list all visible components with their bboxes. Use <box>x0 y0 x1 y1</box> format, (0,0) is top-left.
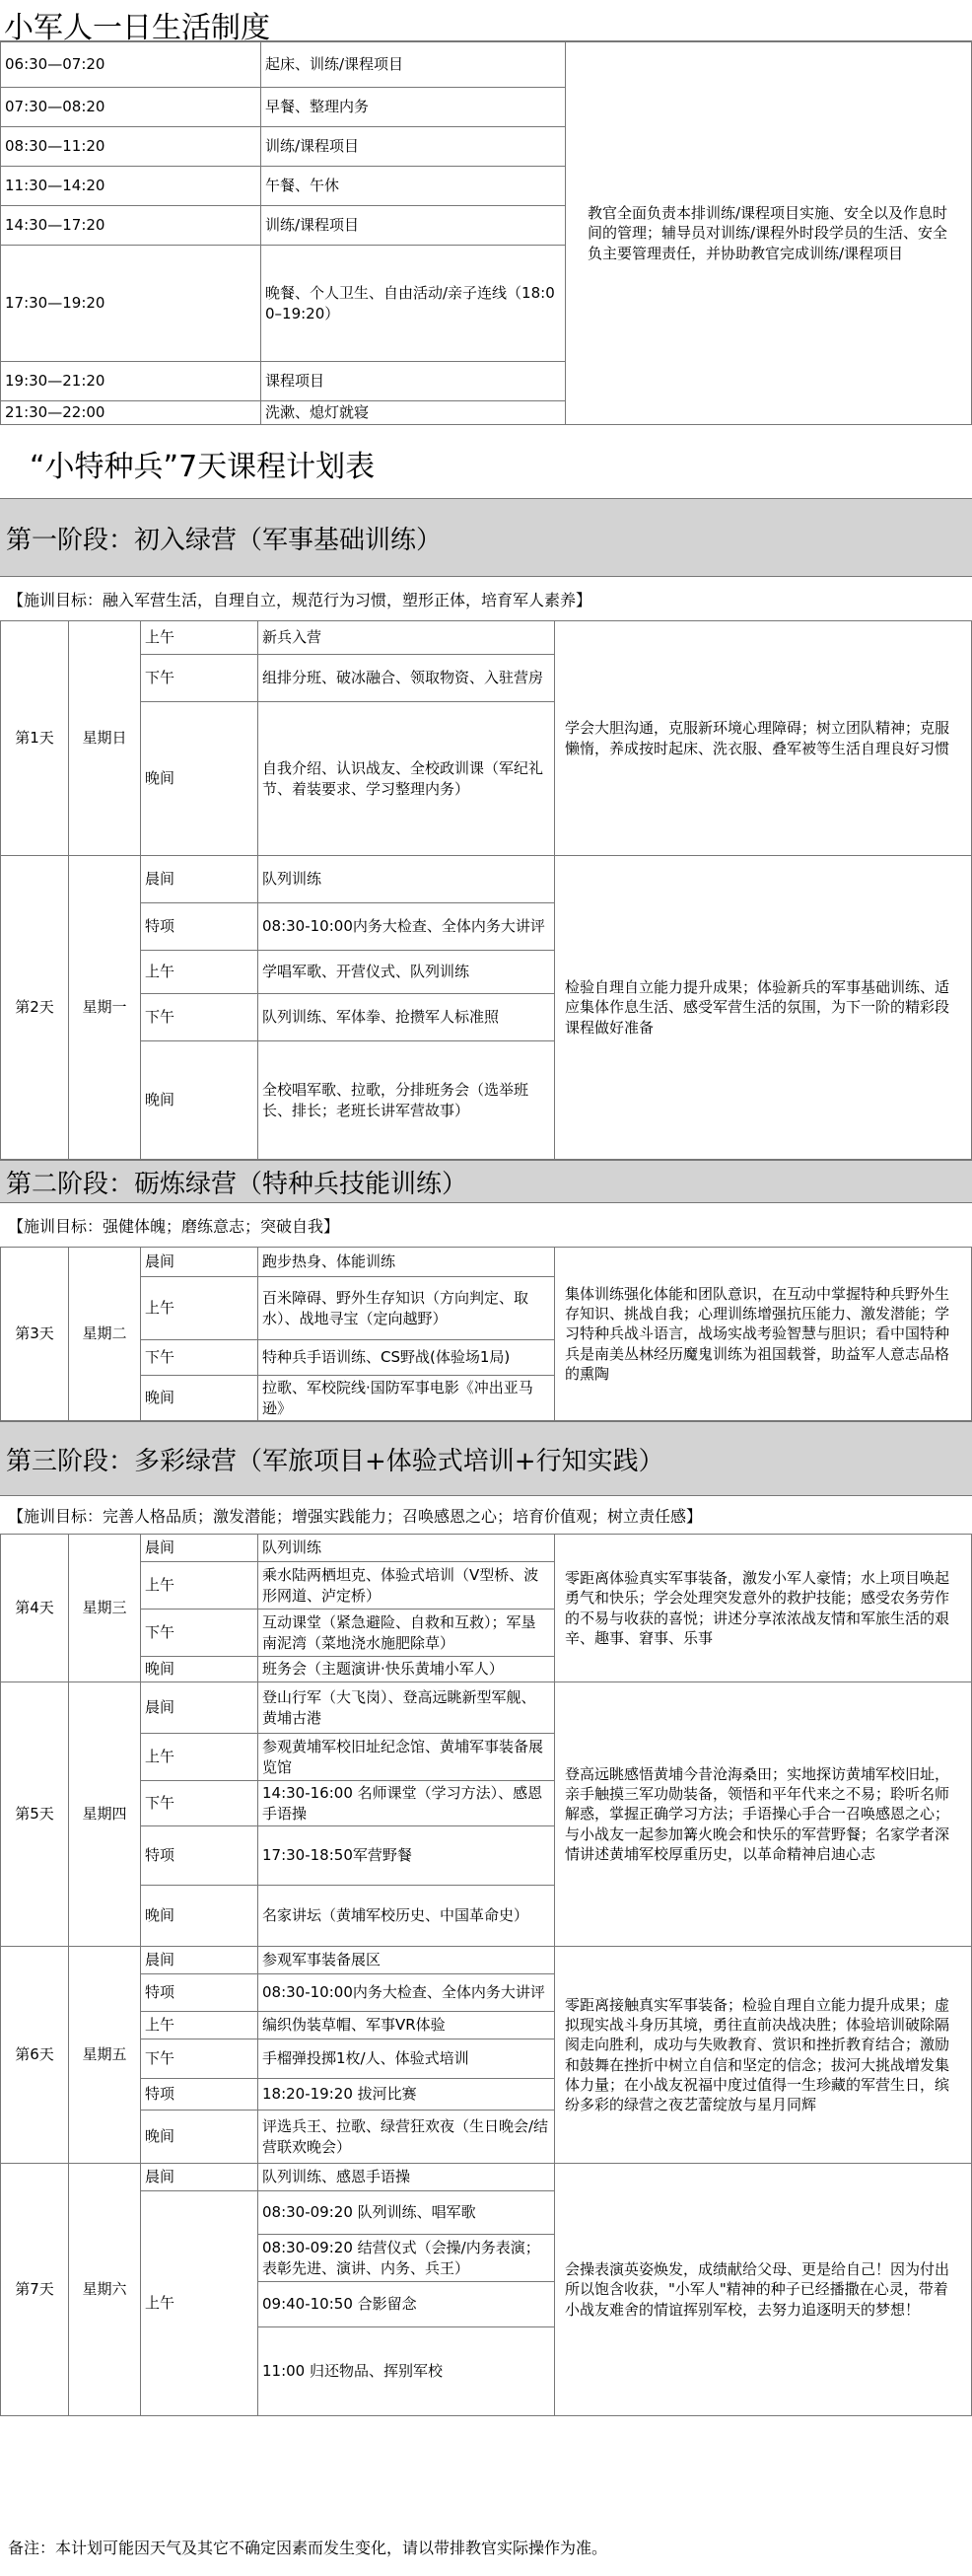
schedule-table <box>0 1247 972 1421</box>
daily-activity: 课程项目 <box>261 362 566 401</box>
schedule-row <box>1 856 972 903</box>
schedule-row <box>1 1535 972 1562</box>
activity-cell: 队列训练 <box>258 1535 555 1562</box>
activity-cell: 互动课堂（紧急避险、自救和互救）；军垦南泥湾（菜地浇水施肥除草） <box>258 1610 555 1657</box>
activity-cell: 编织伪装草帽、军事VR体验 <box>258 2012 555 2039</box>
weekday-label: 星期六 <box>69 2164 141 2416</box>
stage-title: 第三阶段：多彩绿营（军旅项目+体验式培训+行知实践） <box>0 1421 972 1496</box>
period-label: 晚间 <box>141 1657 258 1682</box>
day-label: 第7天 <box>1 2164 69 2416</box>
period-label: 晚间 <box>141 2111 258 2164</box>
daily-time: 08:30—11:20 <box>1 127 261 167</box>
period-label: 特项 <box>141 2079 258 2111</box>
daily-activity: 早餐、整理内务 <box>261 88 566 127</box>
activity-cell: 百米障碍、野外生存知识（方向判定、取水）、战地寻宝（定向越野） <box>258 1277 555 1340</box>
daily-activity: 午餐、午休 <box>261 167 566 206</box>
activity-cell: 全校唱军歌、拉歌，分排班务会（选举班长、排长；老班长讲军营故事） <box>258 1041 555 1160</box>
activity-cell: 跑步热身、体能训练 <box>258 1248 555 1277</box>
day-summary: 登高远眺感悟黄埔今昔沧海桑田；实地探访黄埔军校旧址，亲手触摸三军功勋装备，领悟和平年代来之不易；聆听名师解惑，掌握正确学习方法；手语操心手合一召唤感恩之心；与小战友一起参加篝火晚会和快乐的军营野餐；名家学者深情讲述黄埔军校厚重历史，以革命精神启迪心志 <box>555 1682 972 1947</box>
activity-cell: 08:30-10:00内务大检查、全体内务大讲评 <box>258 903 555 951</box>
day-summary: 零距离体验真实军事装备，激发小军人豪情；水上项目唤起勇气和快乐；学会处理突发意外的救护技能；感受农务劳作的不易与收获的喜悦；讲述分享浓浓战友情和军旅生活的艰辛、趣事、窘事、乐事 <box>555 1535 972 1682</box>
period-label: 上午 <box>141 951 258 994</box>
daily-title: 小军人一日生活制度 <box>0 0 972 41</box>
activity-cell: 学唱军歌、开营仪式、队列训练 <box>258 951 555 994</box>
period-label: 晨间 <box>141 1248 258 1277</box>
weekday-label: 星期三 <box>69 1535 141 1682</box>
day-summary: 会操表演英姿焕发，成绩献给父母、更是给自己！因为付出所以饱含收获，"小军人"精神的种子已经播撒在心灵，带着小战友难舍的情谊挥别军校，去努力追逐明天的梦想！ <box>555 2164 972 2416</box>
schedule-row <box>1 1248 972 1277</box>
activity-cell: 登山行军（大飞岗）、登高远眺新型军舰、黄埔古港 <box>258 1682 555 1734</box>
period-label: 下午 <box>141 994 258 1041</box>
stage-title: 第二阶段：砺炼绿营（特种兵技能训练） <box>0 1160 972 1203</box>
day-label: 第6天 <box>1 1947 69 2164</box>
daily-time: 14:30—17:20 <box>1 206 261 246</box>
activity-cell: 18:20-19:20 拔河比赛 <box>258 2079 555 2111</box>
daily-activity: 训练/课程项目 <box>261 127 566 167</box>
daily-time: 11:30—14:20 <box>1 167 261 206</box>
activity-cell: 08:30-09:20 队列训练、唱军歌 <box>258 2191 555 2235</box>
activity-cell: 新兵入营 <box>258 621 555 655</box>
day-label: 第2天 <box>1 856 69 1160</box>
day-label: 第5天 <box>1 1682 69 1947</box>
day-label: 第1天 <box>1 621 69 856</box>
activity-cell: 队列训练、感恩手语操 <box>258 2164 555 2191</box>
activity-cell: 11:00 归还物品、挥别军校 <box>258 2327 555 2416</box>
period-label: 下午 <box>141 1340 258 1376</box>
period-label: 上午 <box>141 1734 258 1781</box>
activity-cell: 组排分班、破冰融合、领取物资、入驻营房 <box>258 655 555 702</box>
period-label: 特项 <box>141 1826 258 1886</box>
activity-cell: 参观军事装备展区 <box>258 1947 555 1974</box>
period-label: 下午 <box>141 1781 258 1826</box>
weekday-label: 星期四 <box>69 1682 141 1947</box>
period-label: 上午 <box>141 621 258 655</box>
activity-cell: 手榴弹投掷1枚/人、体验式培训 <box>258 2039 555 2079</box>
activity-cell: 队列训练、军体拳、抢攒军人标准照 <box>258 994 555 1041</box>
daily-activity: 晚餐、个人卫生、自由活动/亲子连线（18:00–19:20） <box>261 246 566 362</box>
weekday-label: 星期日 <box>69 621 141 856</box>
activity-cell: 08:30-09:20 结营仪式（会操/内务表演；表彰先进、演讲、内务、兵王） <box>258 2235 555 2282</box>
weekday-label: 星期一 <box>69 856 141 1160</box>
period-label: 特项 <box>141 1974 258 2012</box>
activity-cell: 09:40-10:50 合影留念 <box>258 2282 555 2327</box>
footnote: 备注：本计划可能因天气及其它不确定因素而发生变化，请以带排教官实际操作为准。 <box>8 2539 608 2557</box>
stage-goal: 【施训目标：强健体魄；磨练意志；突破自我】 <box>8 1216 340 1236</box>
activity-cell: 自我介绍、认识战友、全校政训课（军纪礼节、着装要求、学习整理内务） <box>258 702 555 856</box>
activity-cell: 名家讲坛（黄埔军校历史、中国革命史） <box>258 1886 555 1947</box>
period-label: 下午 <box>141 655 258 702</box>
daily-time: 17:30—19:20 <box>1 246 261 362</box>
daily-time: 21:30—22:00 <box>1 401 261 425</box>
period-label: 晨间 <box>141 1682 258 1734</box>
weekday-label: 星期二 <box>69 1248 141 1421</box>
activity-cell: 乘水陆两栖坦克、体验式培训（V型桥、波形网道、泸定桥） <box>258 1562 555 1610</box>
schedule-table <box>0 1534 972 2416</box>
period-label: 晨间 <box>141 1535 258 1562</box>
day-summary: 学会大胆沟通，克服新环境心理障碍；树立团队精神；克服懒惰，养成按时起床、洗衣服、叠军被等生活自理良好习惯 <box>555 621 972 856</box>
day-summary: 集体训练强化体能和团队意识，在互动中掌握特种兵野外生存知识、挑战自我；心理训练增强抗压能力、激发潜能；学习特种兵战斗语言，战场实战考验智慧与胆识；看中国特种兵是南美丛林经历魔鬼训练为祖国载誉，助益军人意志品格的熏陶 <box>555 1248 972 1421</box>
activity-cell: 14:30-16:00 名师课堂（学习方法）、感恩手语操 <box>258 1781 555 1826</box>
period-label: 晨间 <box>141 856 258 903</box>
activity-cell: 08:30-10:00内务大检查、全体内务大讲评 <box>258 1974 555 2012</box>
activity-cell: 班务会（主题演讲·快乐黄埔小军人） <box>258 1657 555 1682</box>
daily-note: 教官全面负责本排训练/课程项目实施、安全以及作息时间的管理；辅导员对训练/课程外时段学员的生活、安全负主要管理责任，并协助教官完成训练/课程项目 <box>566 42 972 425</box>
period-label: 晚间 <box>141 702 258 856</box>
period-label: 上午 <box>141 1562 258 1610</box>
daily-time: 19:30—21:20 <box>1 362 261 401</box>
schedule-row <box>1 1682 972 1734</box>
schedule-row <box>1 1947 972 1974</box>
day-label: 第4天 <box>1 1535 69 1682</box>
period-label: 下午 <box>141 1610 258 1657</box>
period-label: 晚间 <box>141 1886 258 1947</box>
activity-cell: 17:30-18:50军营野餐 <box>258 1826 555 1886</box>
period-label: 特项 <box>141 903 258 951</box>
activity-cell: 队列训练 <box>258 856 555 903</box>
stage-goal: 【施训目标：完善人格品质；激发潜能；增强实践能力；召唤感恩之心；培育价值观；树立责任感】 <box>8 1506 703 1526</box>
stage-title: 第一阶段：初入绿营（军事基础训练） <box>0 498 972 577</box>
activity-cell: 评选兵王、拉歌、绿营狂欢夜（生日晚会/结营联欢晚会） <box>258 2111 555 2164</box>
day-summary: 零距离接触真实军事装备；检验自理自立能力提升成果；虚拟现实战斗身历其境，勇往直前决战决胜；体验培训破除隔阂走向胜利，成功与失败教育、赏识和挫折教育结合；激励和鼓舞在挫折中树立自信和坚定的信念；拔河大挑战增发集体力量；在小战友祝福中度过值得一生珍藏的军营生日，缤纷多彩的绿营之夜艺蕾绽放与星月同辉 <box>555 1947 972 2164</box>
activity-cell: 特种兵手语训练、CS野战(体验场1局) <box>258 1340 555 1376</box>
period-label: 晨间 <box>141 1947 258 1974</box>
daily-activity: 训练/课程项目 <box>261 206 566 246</box>
day-summary: 检验自理自立能力提升成果；体验新兵的军事基础训练、适应集体作息生活、感受军营生活的氛围，为下一阶的精彩段课程做好准备 <box>555 856 972 1160</box>
period-label: 上午 <box>141 2012 258 2039</box>
period-label: 下午 <box>141 2039 258 2079</box>
activity-cell: 参观黄埔军校旧址纪念馆、黄埔军事装备展览馆 <box>258 1734 555 1781</box>
period-label: 上午 <box>141 1277 258 1340</box>
plan-title: “小特种兵”7天课程计划表 <box>30 450 376 484</box>
weekday-label: 星期五 <box>69 1947 141 2164</box>
schedule-row <box>1 621 972 655</box>
daily-activity: 洗漱、熄灯就寝 <box>261 401 566 425</box>
daily-table <box>0 41 972 425</box>
stage-goal: 【施训目标：融入军营生活，自理自立，规范行为习惯，塑形正体，培育军人素养】 <box>8 590 592 609</box>
schedule-row <box>1 2164 972 2191</box>
period-label: 晨间 <box>141 2164 258 2191</box>
period-label: 晚间 <box>141 1041 258 1160</box>
period-label: 晚间 <box>141 1376 258 1421</box>
schedule-table <box>0 620 972 1160</box>
activity-cell: 拉歌、军校院线·国防军事电影《冲出亚马逊》 <box>258 1376 555 1421</box>
day-label: 第3天 <box>1 1248 69 1421</box>
daily-row <box>1 42 972 88</box>
daily-time: 07:30—08:20 <box>1 88 261 127</box>
daily-time: 06:30—07:20 <box>1 42 261 88</box>
daily-activity: 起床、训练/课程项目 <box>261 42 566 88</box>
period-label: 上午 <box>141 2191 258 2416</box>
